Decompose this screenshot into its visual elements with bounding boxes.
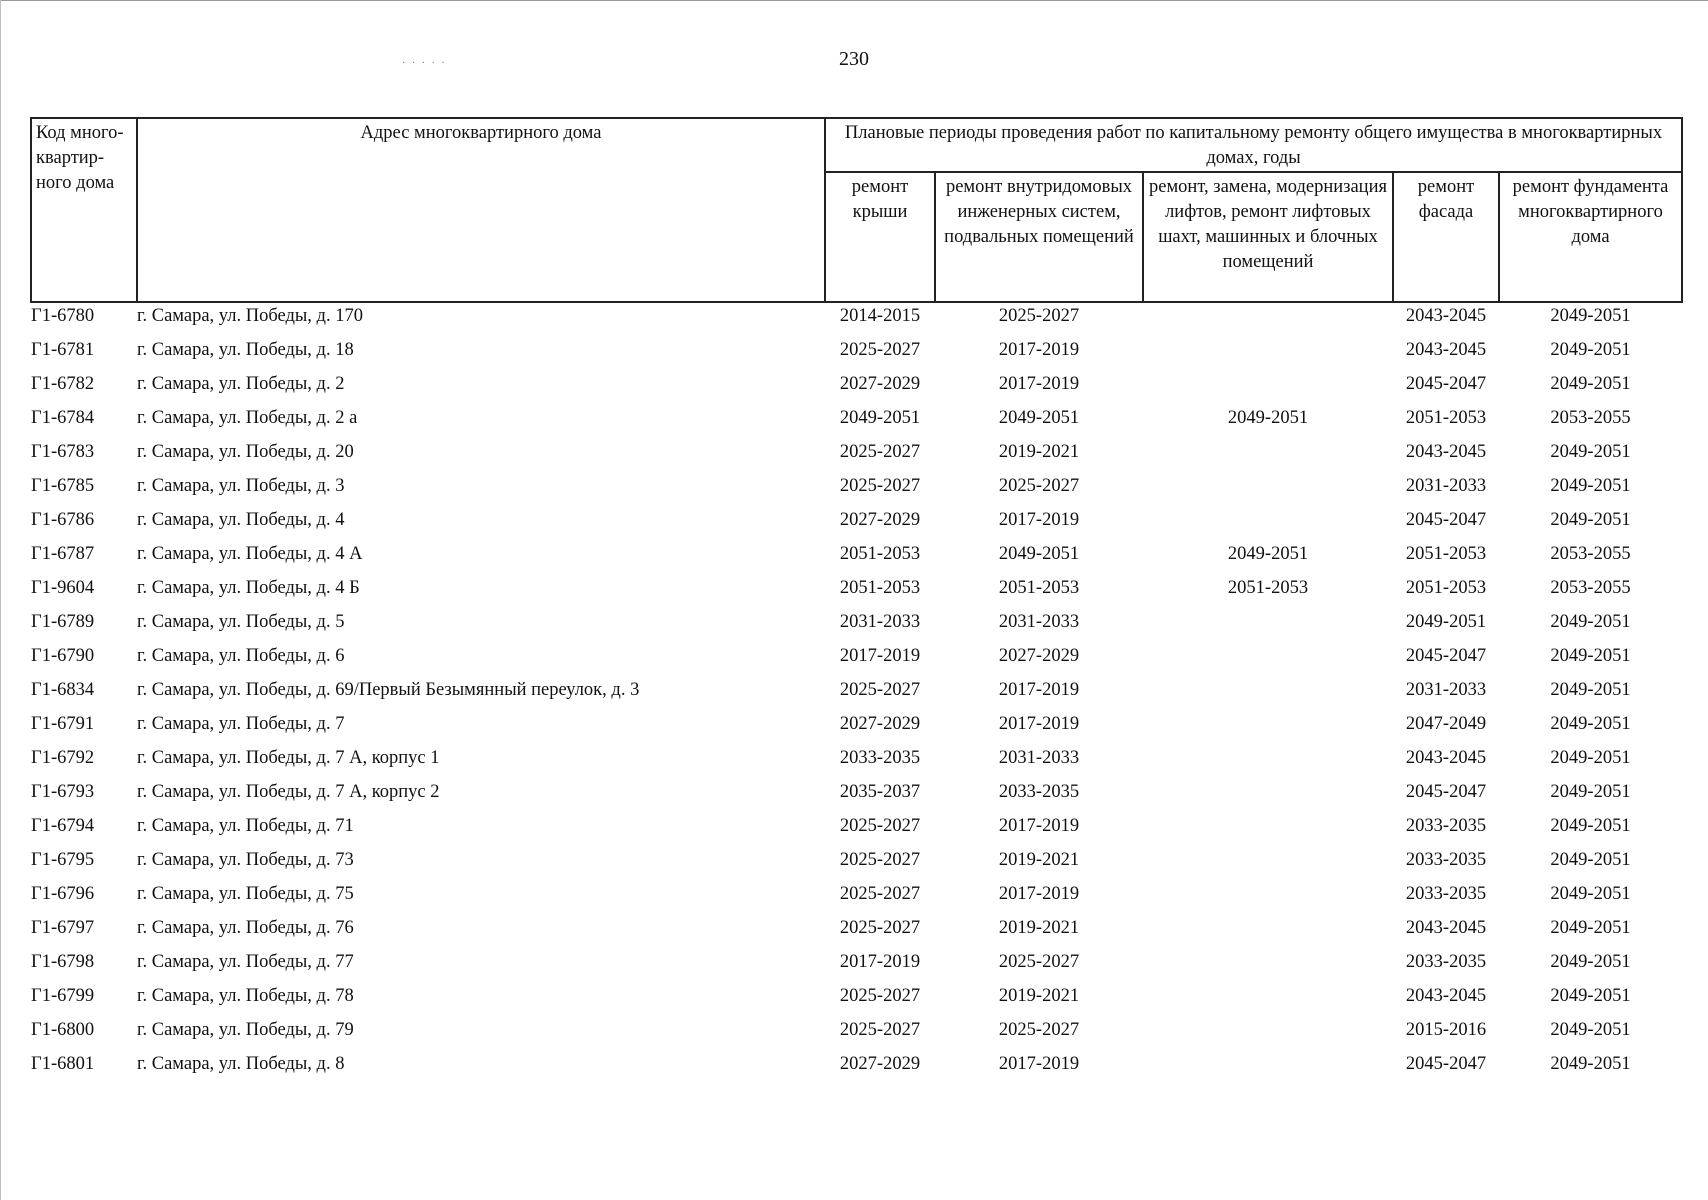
table-row (31, 881, 1682, 915)
cell-foundation: 2049-2051 (1550, 918, 1631, 938)
table-body (31, 302, 1682, 1085)
cell-engineering: 2033-2035 (998, 782, 1080, 802)
cell-code: Г1-6799 (31, 986, 95, 1006)
cell-facade: 2033-2035 (1405, 850, 1487, 870)
cell-address: г. Самара, ул. Победы, д. 20 (137, 442, 354, 462)
cell-engineering: 2017-2019 (998, 510, 1080, 530)
cell-facade: 2043-2045 (1405, 442, 1487, 462)
cell-address: г. Самара, ул. Победы, д. 79 (137, 1020, 354, 1040)
table-row (31, 575, 1682, 609)
cell-address: г. Самара, ул. Победы, д. 2 а (137, 408, 358, 428)
cell-engineering: 2027-2029 (998, 646, 1080, 666)
cell-address: г. Самара, ул. Победы, д. 78 (137, 986, 354, 1006)
table-row (31, 915, 1682, 949)
cell-address: г. Самара, ул. Победы, д. 7 А, корпус 1 (137, 748, 440, 768)
header-periods-group: Плановые периоды проведения работ по капитальному ремонту общего имущества в многоквартирных домах, годы (825, 118, 1682, 172)
cell-roof: 2027-2029 (839, 510, 921, 530)
cell-roof: 2027-2029 (839, 714, 921, 734)
cell-facade: 2031-2033 (1405, 476, 1487, 496)
cell-facade: 2051-2053 (1405, 544, 1487, 564)
cell-code: Г1-6798 (31, 952, 95, 972)
table-row (31, 643, 1682, 677)
cell-address: г. Самара, ул. Победы, д. 4 (137, 510, 345, 530)
cell-facade: 2043-2045 (1405, 340, 1487, 360)
table-row (31, 983, 1682, 1017)
cell-facade: 2051-2053 (1405, 408, 1487, 428)
cell-foundation: 2049-2051 (1550, 850, 1631, 870)
cell-engineering: 2017-2019 (998, 374, 1080, 394)
cell-elevators (1143, 507, 1393, 541)
cell-engineering: 2049-2051 (998, 544, 1080, 564)
capital-repair-plan-table (30, 117, 1683, 1085)
cell-elevators (1143, 302, 1393, 337)
cell-engineering: 2025-2027 (998, 1020, 1080, 1040)
cell-address: г. Самара, ул. Победы, д. 77 (137, 952, 354, 972)
cell-elevators (1143, 1017, 1393, 1051)
cell-address: г. Самара, ул. Победы, д. 7 А, корпус 2 (137, 782, 440, 802)
cell-foundation: 2049-2051 (1550, 782, 1631, 802)
cell-facade: 2047-2049 (1405, 714, 1487, 734)
table-row (31, 1051, 1682, 1085)
cell-elevators (1143, 847, 1393, 881)
cell-code: Г1-6781 (31, 340, 95, 360)
cell-foundation: 2049-2051 (1550, 1020, 1631, 1040)
cell-address: г. Самара, ул. Победы, д. 7 (137, 714, 345, 734)
cell-roof: 2027-2029 (839, 374, 921, 394)
table-row (31, 711, 1682, 745)
header-address: Адрес многоквартирного дома (137, 118, 825, 302)
cell-code: Г1-6793 (31, 782, 95, 802)
cell-facade: 2031-2033 (1405, 680, 1487, 700)
cell-roof: 2035-2037 (839, 782, 921, 802)
cell-engineering: 2019-2021 (998, 442, 1080, 462)
table-row (31, 405, 1682, 439)
cell-code: Г1-6787 (31, 544, 95, 564)
cell-foundation: 2049-2051 (1550, 374, 1631, 394)
cell-facade: 2045-2047 (1405, 374, 1487, 394)
cell-address: г. Самара, ул. Победы, д. 8 (137, 1054, 345, 1074)
cell-facade: 2043-2045 (1405, 918, 1487, 938)
header-foundation: ремонт фундамента многоквартирного дома (1499, 172, 1682, 302)
cell-roof: 2025-2027 (839, 986, 921, 1006)
table-row (31, 541, 1682, 575)
cell-engineering: 2017-2019 (998, 884, 1080, 904)
cell-roof: 2014-2015 (839, 306, 921, 326)
cell-address: г. Самара, ул. Победы, д. 18 (137, 340, 354, 360)
cell-roof: 2025-2027 (839, 918, 921, 938)
cell-code: Г1-6782 (31, 374, 95, 394)
cell-code: Г1-6785 (31, 476, 95, 496)
page-number: 230 (839, 48, 869, 70)
cell-facade: 2049-2051 (1405, 612, 1487, 632)
cell-facade: 2043-2045 (1405, 306, 1487, 326)
table-row (31, 813, 1682, 847)
cell-roof: 2027-2029 (839, 1054, 921, 1074)
cell-address: г. Самара, ул. Победы, д. 4 Б (137, 578, 360, 598)
cell-roof: 2025-2027 (839, 884, 921, 904)
cell-elevators (1143, 473, 1393, 507)
cell-code: Г1-6794 (31, 816, 95, 836)
cell-elevators (1143, 915, 1393, 949)
cell-roof: 2051-2053 (839, 544, 921, 564)
header-facade: ремонт фасада (1393, 172, 1499, 302)
cell-address: г. Самара, ул. Победы, д. 75 (137, 884, 354, 904)
cell-facade: 2045-2047 (1405, 510, 1487, 530)
cell-roof: 2049-2051 (839, 408, 921, 428)
cell-foundation: 2053-2055 (1550, 408, 1631, 428)
cell-foundation: 2049-2051 (1550, 748, 1631, 768)
capital-repair-plan-table-wrap (30, 117, 1681, 1085)
cell-foundation: 2049-2051 (1550, 816, 1631, 836)
cell-foundation: 2049-2051 (1550, 442, 1631, 462)
cell-elevators (1143, 745, 1393, 779)
cell-address: г. Самара, ул. Победы, д. 3 (137, 476, 345, 496)
cell-address: г. Самара, ул. Победы, д. 170 (137, 306, 363, 326)
cell-roof: 2033-2035 (839, 748, 921, 768)
table-row (31, 745, 1682, 779)
cell-address: г. Самара, ул. Победы, д. 71 (137, 816, 354, 836)
cell-elevators (1143, 371, 1393, 405)
cell-roof: 2025-2027 (839, 816, 921, 836)
cell-facade: 2043-2045 (1405, 986, 1487, 1006)
cell-elevators (1143, 983, 1393, 1017)
cell-code: Г1-6792 (31, 748, 95, 768)
cell-code: Г1-9604 (31, 578, 95, 598)
cell-engineering: 2017-2019 (998, 816, 1080, 836)
cell-foundation: 2049-2051 (1550, 1054, 1631, 1074)
cell-roof: 2025-2027 (839, 476, 921, 496)
header-roof: ремонт крыши (825, 172, 935, 302)
table-row (31, 507, 1682, 541)
cell-facade: 2043-2045 (1405, 748, 1487, 768)
cell-facade: 2033-2035 (1405, 816, 1487, 836)
cell-engineering: 2025-2027 (998, 306, 1080, 326)
cell-elevators (1143, 337, 1393, 371)
cell-roof: 2025-2027 (839, 850, 921, 870)
table-row (31, 337, 1682, 371)
cell-code: Г1-6780 (31, 306, 95, 326)
cell-foundation: 2049-2051 (1550, 306, 1631, 326)
cell-engineering: 2017-2019 (998, 340, 1080, 360)
cell-roof: 2025-2027 (839, 1020, 921, 1040)
cell-code: Г1-6797 (31, 918, 95, 938)
cell-elevators (1143, 609, 1393, 643)
table-row (31, 677, 1682, 711)
cell-roof: 2051-2053 (839, 578, 921, 598)
cell-elevators (1143, 813, 1393, 847)
cell-facade: 2051-2053 (1405, 578, 1487, 598)
cell-roof: 2017-2019 (839, 952, 921, 972)
cell-elevators (1143, 949, 1393, 983)
cell-address: г. Самара, ул. Победы, д. 2 (137, 374, 345, 394)
page-top-edge (0, 0, 1708, 1)
cell-foundation: 2049-2051 (1550, 612, 1631, 632)
table-row (31, 371, 1682, 405)
cell-roof: 2025-2027 (839, 442, 921, 462)
cell-address: г. Самара, ул. Победы, д. 5 (137, 612, 345, 632)
table-row (31, 1017, 1682, 1051)
cell-engineering: 2019-2021 (998, 918, 1080, 938)
cell-elevators: 2049-2051 (1227, 544, 1309, 564)
cell-elevators (1143, 677, 1393, 711)
cell-code: Г1-6801 (31, 1054, 95, 1074)
cell-code: Г1-6790 (31, 646, 95, 666)
cell-elevators (1143, 1051, 1393, 1085)
cell-engineering: 2017-2019 (998, 680, 1080, 700)
cell-code: Г1-6834 (31, 680, 95, 700)
header-engineering: ремонт внутридомовых инженерных систем, подвальных помещений (935, 172, 1143, 302)
cell-facade: 2045-2047 (1405, 646, 1487, 666)
cell-address: г. Самара, ул. Победы, д. 4 А (137, 544, 363, 564)
cell-engineering: 2031-2033 (998, 612, 1080, 632)
cell-elevators: 2051-2053 (1227, 578, 1309, 598)
cell-foundation: 2049-2051 (1550, 884, 1631, 904)
cell-engineering: 2017-2019 (998, 1054, 1080, 1074)
cell-foundation: 2049-2051 (1550, 476, 1631, 496)
cell-elevators (1143, 643, 1393, 677)
cell-foundation: 2053-2055 (1550, 544, 1631, 564)
cell-facade: 2033-2035 (1405, 952, 1487, 972)
cell-roof: 2017-2019 (839, 646, 921, 666)
cell-engineering: 2051-2053 (998, 578, 1080, 598)
cell-facade: 2015-2016 (1405, 1020, 1487, 1040)
cell-engineering: 2049-2051 (998, 408, 1080, 428)
cell-roof: 2025-2027 (839, 680, 921, 700)
cell-code: Г1-6784 (31, 408, 95, 428)
cell-roof: 2025-2027 (839, 340, 921, 360)
cell-engineering: 2019-2021 (998, 986, 1080, 1006)
cell-elevators (1143, 439, 1393, 473)
scan-speckle: · · · · · (402, 58, 447, 69)
cell-foundation: 2049-2051 (1550, 714, 1631, 734)
cell-code: Г1-6796 (31, 884, 95, 904)
cell-elevators: 2049-2051 (1227, 408, 1309, 428)
cell-foundation: 2049-2051 (1550, 952, 1631, 972)
cell-engineering: 2031-2033 (998, 748, 1080, 768)
header-elevators: ремонт, замена, модернизация лифтов, ремонт лифтовых шахт, машинных и блочных помещений (1143, 172, 1393, 302)
page-left-edge (0, 0, 1, 1200)
cell-foundation: 2053-2055 (1550, 578, 1631, 598)
table-row (31, 949, 1682, 983)
cell-code: Г1-6789 (31, 612, 95, 632)
cell-code: Г1-6783 (31, 442, 95, 462)
cell-foundation: 2049-2051 (1550, 510, 1631, 530)
cell-engineering: 2025-2027 (998, 476, 1080, 496)
cell-foundation: 2049-2051 (1550, 340, 1631, 360)
cell-engineering: 2017-2019 (998, 714, 1080, 734)
cell-elevators (1143, 881, 1393, 915)
cell-facade: 2045-2047 (1405, 1054, 1487, 1074)
cell-foundation: 2049-2051 (1550, 646, 1631, 666)
cell-code: Г1-6800 (31, 1020, 95, 1040)
cell-address: г. Самара, ул. Победы, д. 69/Первый Безымянный переулок, д. 3 (137, 680, 640, 700)
cell-address: г. Самара, ул. Победы, д. 6 (137, 646, 345, 666)
cell-code: Г1-6795 (31, 850, 95, 870)
table-row (31, 302, 1682, 337)
cell-code: Г1-6791 (31, 714, 95, 734)
cell-engineering: 2019-2021 (998, 850, 1080, 870)
cell-roof: 2031-2033 (839, 612, 921, 632)
cell-foundation: 2049-2051 (1550, 680, 1631, 700)
cell-address: г. Самара, ул. Победы, д. 76 (137, 918, 354, 938)
table-row (31, 439, 1682, 473)
table-row (31, 779, 1682, 813)
header-code: Код много-квартир-ного дома (31, 118, 137, 302)
cell-elevators (1143, 711, 1393, 745)
table-row (31, 609, 1682, 643)
cell-foundation: 2049-2051 (1550, 986, 1631, 1006)
cell-address: г. Самара, ул. Победы, д. 73 (137, 850, 354, 870)
cell-facade: 2033-2035 (1405, 884, 1487, 904)
cell-facade: 2045-2047 (1405, 782, 1487, 802)
cell-elevators (1143, 779, 1393, 813)
cell-code: Г1-6786 (31, 510, 95, 530)
cell-engineering: 2025-2027 (998, 952, 1080, 972)
table-row (31, 847, 1682, 881)
table-row (31, 473, 1682, 507)
